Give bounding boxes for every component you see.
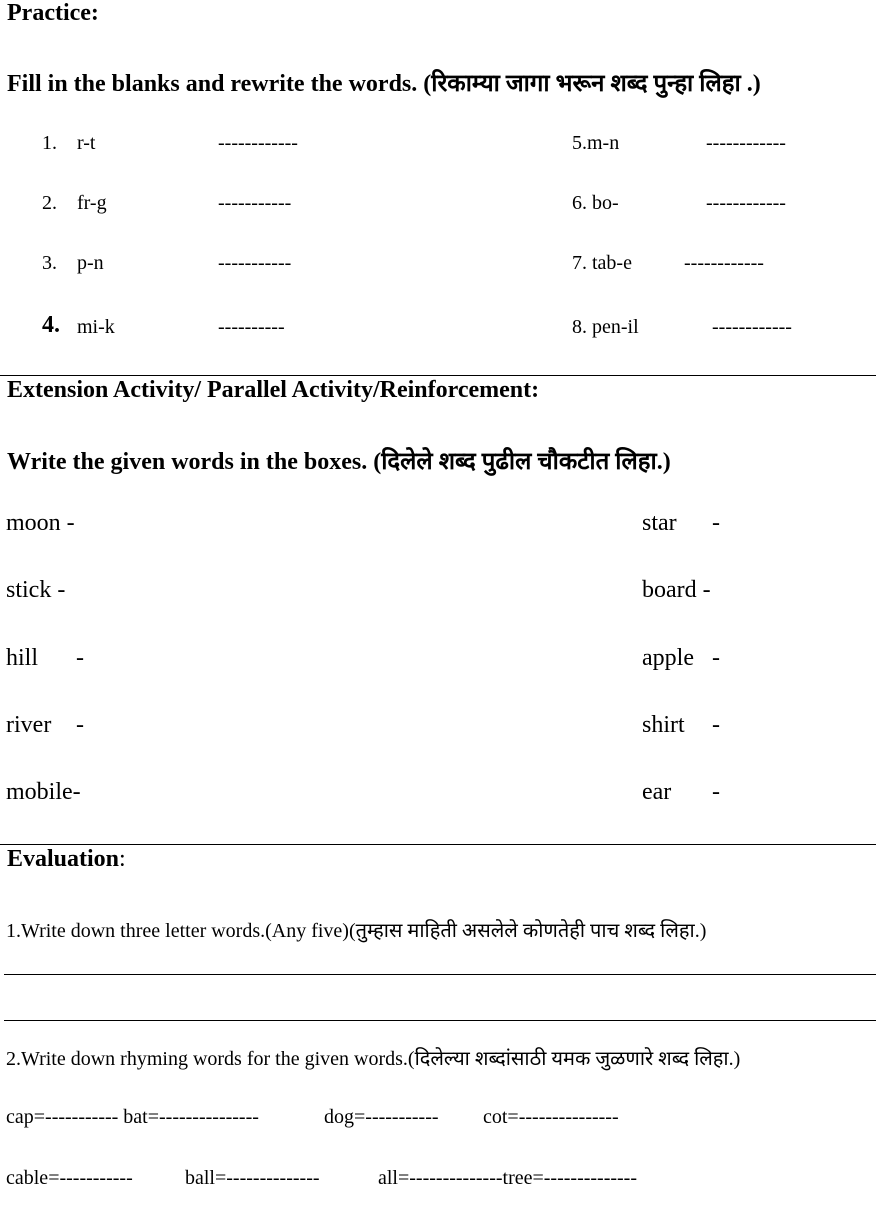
item-blank[interactable]: ------------	[706, 132, 786, 154]
item-number: 1.	[42, 132, 57, 154]
word-dash: -	[76, 645, 84, 671]
rhyme-blank[interactable]: cap=----------- bat=---------------	[6, 1106, 259, 1128]
item-blank[interactable]: ------------	[706, 192, 786, 214]
item-number: 2.	[42, 192, 57, 214]
word-label: hill	[6, 645, 39, 671]
section-divider	[0, 844, 876, 845]
item-blank[interactable]: -----------	[218, 192, 292, 214]
item-number: 4.	[42, 312, 60, 338]
word-dash: -	[712, 510, 720, 536]
word-label: stick -	[6, 577, 66, 603]
item-word: 8. pen-il	[572, 316, 639, 338]
word-label: mobile-	[6, 779, 81, 805]
rhyme-blank[interactable]: cable=-----------	[6, 1167, 133, 1189]
evaluation-colon: :	[119, 846, 126, 872]
item-blank[interactable]: ------------	[712, 316, 792, 338]
word-dash: -	[712, 712, 720, 738]
question-2: 2.Write down rhyming words for the given words.(दिलेल्या शब्दांसाठी यमक जुळणारे शब्द लिहा.)	[6, 1048, 741, 1070]
rhyme-blank[interactable]: dog=-----------	[324, 1106, 439, 1128]
item-blank[interactable]: ----------	[218, 316, 285, 338]
item-word: 7. tab-e	[572, 252, 632, 274]
word-dash: -	[76, 712, 84, 738]
practice-instruction: Fill in the blanks and rewrite the words. (रिकाम्या जागा भरून शब्द पुन्हा लिहा .)	[7, 71, 761, 97]
extension-instruction: Write the given words in the boxes. (दिलेले शब्द पुढील चौकटीत लिहा.)	[7, 449, 671, 475]
evaluation-heading: Evaluation	[7, 846, 120, 872]
extension-heading: Extension Activity/ Parallel Activity/Reinforcement:	[7, 377, 540, 403]
rhyme-blank[interactable]: cot=---------------	[483, 1106, 619, 1128]
rhyme-blank[interactable]: ball=--------------	[185, 1167, 320, 1189]
item-word: mi-k	[77, 316, 115, 338]
item-word: p-n	[77, 252, 104, 274]
item-blank[interactable]: ------------	[218, 132, 298, 154]
word-label: ear	[642, 779, 672, 805]
question-1: 1.Write down three letter words.(Any five)(तुम्हास माहिती असलेले कोणतेही पाच शब्द लिहा.)	[6, 920, 707, 942]
item-blank[interactable]: ------------	[684, 252, 764, 274]
answer-line[interactable]	[4, 1020, 876, 1021]
word-label: river	[6, 712, 52, 738]
word-dash: -	[712, 645, 720, 671]
practice-heading: Practice:	[7, 0, 99, 26]
item-word: 5.m-n	[572, 132, 620, 154]
word-dash: -	[712, 779, 720, 805]
evaluation-heading-wrap	[7, 846, 126, 873]
item-word: 6. bo-	[572, 192, 619, 214]
word-label: star	[642, 510, 677, 536]
word-label: shirt	[642, 712, 685, 738]
word-label: board -	[642, 577, 711, 603]
item-blank[interactable]: -----------	[218, 252, 292, 274]
item-word: r-t	[77, 132, 96, 154]
item-number: 3.	[42, 252, 57, 274]
answer-line[interactable]	[4, 974, 876, 975]
word-label: apple	[642, 645, 694, 671]
word-label: moon -	[6, 510, 75, 536]
rhyme-blank[interactable]: all=--------------tree=--------------	[378, 1167, 638, 1189]
section-divider	[0, 375, 876, 376]
item-word: fr-g	[77, 192, 107, 214]
